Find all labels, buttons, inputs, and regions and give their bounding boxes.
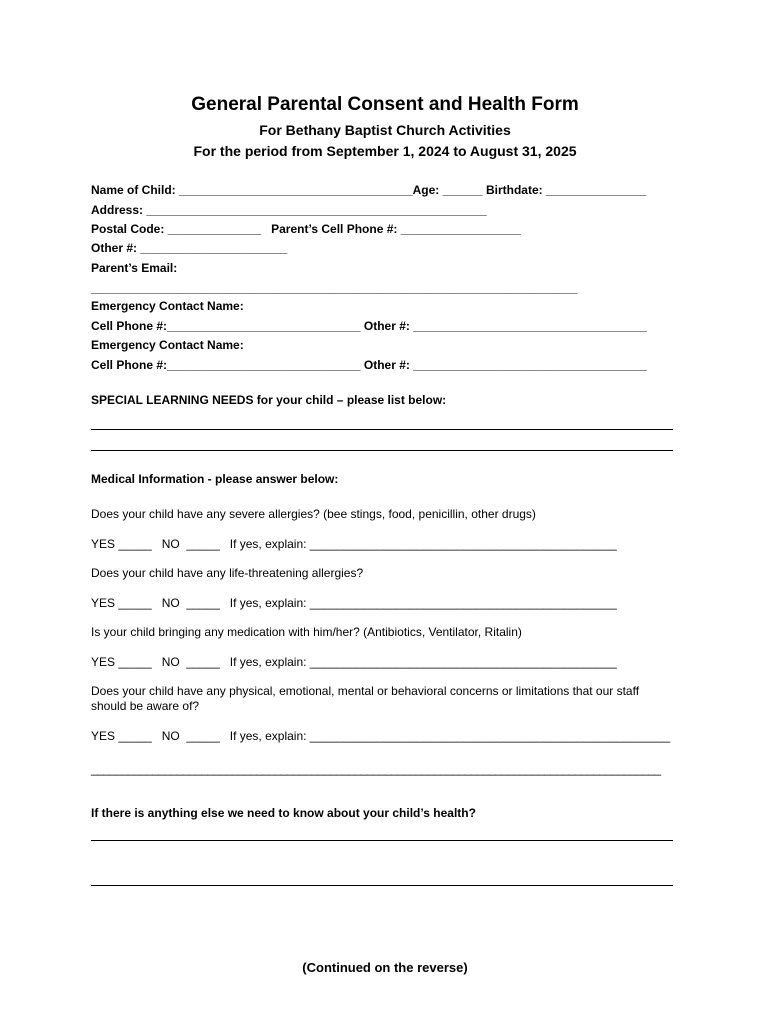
other-phone-field[interactable]: Other #: ______________________ xyxy=(91,241,288,255)
special-needs-line-1[interactable] xyxy=(91,429,673,430)
emergency-contact-name-2[interactable]: Emergency Contact Name: xyxy=(91,338,244,352)
address-field[interactable]: Address: ___________________________________________________ xyxy=(91,203,487,217)
question-concerns-line-1: Does your child have any physical, emotional, mental or behavioral concerns or limitations that our staff xyxy=(91,684,640,698)
special-needs-line-2[interactable] xyxy=(91,450,673,451)
parent-email-label: Parent’s Email: xyxy=(91,261,178,275)
postal-code-parent-phone-field[interactable]: Postal Code: ______________ Parent’s Cell Phone #: __________________ xyxy=(91,222,521,236)
medical-info-heading: Medical Information - please answer below: xyxy=(91,472,339,486)
page-title: General Parental Consent and Health Form xyxy=(191,94,579,115)
emergency-contact-name-1[interactable]: Emergency Contact Name: xyxy=(91,299,244,313)
subtitle-church: For Bethany Baptist Church Activities xyxy=(259,122,511,138)
emergency-contact-phone-1[interactable]: Cell Phone #:_____________________________ Other #: ___________________________________ xyxy=(91,319,647,333)
special-learning-needs-heading: SPECIAL LEARNING NEEDS for your child – please list below: xyxy=(91,393,447,407)
subtitle-period: For the period from September 1, 2024 to August 31, 2025 xyxy=(193,143,577,159)
question-severe-allergies: Does your child have any severe allergies? (bee stings, food, penicillin, other drugs) xyxy=(91,507,536,521)
answer-medication[interactable]: YES _____ NO _____ If yes, explain: ______________________________________________ xyxy=(91,655,617,669)
answer-severe-allergies[interactable]: YES _____ NO _____ If yes, explain: ______________________________________________ xyxy=(91,537,617,551)
child-name-age-birthdate-field[interactable]: Name of Child: ___________________________________Age: ______ Birthdate: _______________ xyxy=(91,183,647,197)
other-health-line-1[interactable] xyxy=(91,840,673,841)
answer-life-threatening-allergies[interactable]: YES _____ NO _____ If yes, explain: ______________________________________________ xyxy=(91,596,617,610)
other-health-heading: If there is anything else we need to know about your child’s health? xyxy=(91,806,476,820)
answer-concerns[interactable]: YES _____ NO _____ If yes, explain: ______________________________________________________ xyxy=(91,729,671,743)
emergency-contact-phone-2[interactable]: Cell Phone #:_____________________________ Other #: ___________________________________ xyxy=(91,358,647,372)
other-health-line-2[interactable] xyxy=(91,885,673,886)
answer-concerns-extra-line[interactable]: _____________________________________________________________________________________________ xyxy=(91,762,661,776)
continued-note: (Continued on the reverse) xyxy=(302,960,468,975)
question-medication: Is your child bringing any medication with him/her? (Antibiotics, Ventilator, Ritalin) xyxy=(91,625,522,639)
question-concerns-line-2: should be aware of? xyxy=(91,699,200,713)
question-life-threatening-allergies: Does your child have any life-threatening allergies? xyxy=(91,566,364,580)
parent-email-field[interactable]: ________________________________________________________________________________ xyxy=(91,281,577,295)
